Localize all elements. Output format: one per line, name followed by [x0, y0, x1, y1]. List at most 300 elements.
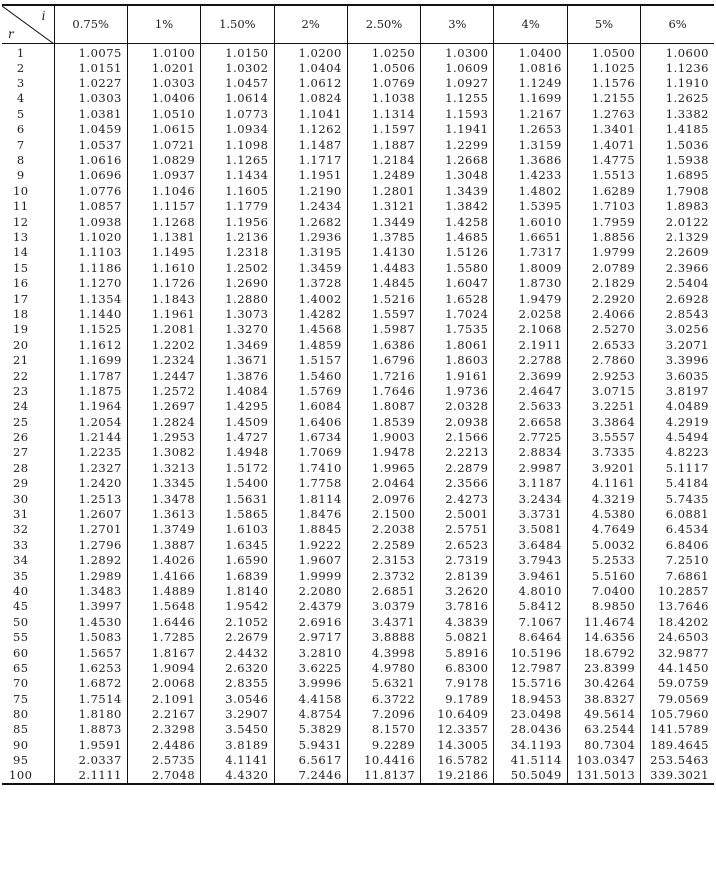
factor-cell: 1.0303: [54, 91, 127, 106]
factor-cell: 1.9591: [54, 738, 127, 753]
period-cell: 18: [12, 306, 29, 321]
factor-cell: 1.5513: [567, 168, 640, 183]
factor-cell: 1.1265: [201, 153, 274, 168]
factor-cell: 1.5597: [347, 307, 420, 322]
factor-cell: 1.3121: [347, 199, 420, 214]
factor-cell: 1.4845: [347, 276, 420, 291]
factor-cell: 6.3722: [347, 692, 420, 707]
factor-cell: 1.2989: [54, 568, 127, 583]
factor-cell: 6.5617: [274, 753, 347, 768]
factor-cell: 1.9999: [274, 568, 347, 583]
factor-cell: 10.6409: [421, 707, 494, 722]
factor-cell: 1.4166: [127, 568, 200, 583]
factor-cell: 1.4233: [494, 168, 567, 183]
factor-cell: 1.3401: [567, 122, 640, 137]
factor-cell: 1.1525: [54, 322, 127, 337]
factor-cell: 1.2434: [274, 199, 347, 214]
factor-cell: 5.0821: [421, 630, 494, 645]
period-cell: 95: [12, 753, 29, 768]
factor-cell: 1.4859: [274, 338, 347, 353]
factor-cell: 49.5614: [567, 707, 640, 722]
factor-cell: 1.4185: [641, 122, 714, 137]
factor-cell: 3.0546: [201, 692, 274, 707]
period-cell: 27: [12, 445, 29, 460]
factor-cell: 1.7317: [494, 245, 567, 260]
factor-cell: 1.2184: [347, 153, 420, 168]
factor-cell: 7.2096: [347, 707, 420, 722]
factor-cell: 1.3728: [274, 276, 347, 291]
period-cell: 31: [12, 507, 29, 522]
period-cell: 20: [12, 337, 29, 352]
factor-cell: 103.0347: [567, 753, 640, 768]
factor-cell: 1.9799: [567, 245, 640, 260]
factor-cell: 1.9161: [421, 368, 494, 383]
period-cell: 21: [12, 353, 29, 368]
factor-cell: 1.1354: [54, 291, 127, 306]
period-cell: 25: [12, 414, 29, 429]
factor-cell: 3.2620: [421, 584, 494, 599]
factor-cell: 5.2533: [567, 553, 640, 568]
factor-cell: 1.0381: [54, 107, 127, 122]
factor-cell: 3.5450: [201, 722, 274, 737]
factor-cell: 1.3686: [494, 153, 567, 168]
factor-cell: 1.3469: [201, 338, 274, 353]
factor-cell: 1.1098: [201, 137, 274, 152]
factor-cell: 3.3731: [494, 507, 567, 522]
period-cell: 26: [12, 430, 29, 445]
factor-cell: 1.0927: [421, 76, 494, 91]
factor-cell: 3.9996: [274, 676, 347, 691]
factor-cell: 1.7410: [274, 461, 347, 476]
table-row: [2, 414, 714, 429]
period-cell: 4: [16, 91, 25, 106]
factor-cell: 1.8539: [347, 414, 420, 429]
factor-cell: 1.0150: [201, 43, 274, 61]
factor-cell: 1.3785: [347, 230, 420, 245]
factor-cell: 2.3966: [641, 261, 714, 276]
period-cell: 60: [12, 645, 29, 660]
factor-cell: 1.1262: [274, 122, 347, 137]
factor-cell: 1.3270: [201, 322, 274, 337]
factor-cell: 1.8009: [494, 261, 567, 276]
period-cell: 40: [12, 583, 29, 598]
factor-cell: 5.3829: [274, 722, 347, 737]
factor-cell: 1.0200: [274, 43, 347, 61]
factor-cell: 2.2788: [494, 353, 567, 368]
factor-cell: 141.5789: [641, 722, 714, 737]
factor-cell: 105.7960: [641, 707, 714, 722]
factor-cell: 1.9965: [347, 461, 420, 476]
factor-cell: 1.1038: [347, 91, 420, 106]
period-cell: 100: [2, 768, 54, 784]
factor-cell: 1.2155: [567, 91, 640, 106]
factor-cell: 1.1605: [201, 184, 274, 199]
factor-cell: 1.6895: [641, 168, 714, 183]
factor-cell: 1.8845: [274, 522, 347, 537]
factor-cell: 1.0201: [127, 61, 200, 76]
factor-cell: 1.8114: [274, 491, 347, 506]
factor-cell: 1.7285: [127, 630, 200, 645]
factor-cell: 1.8180: [54, 707, 127, 722]
factor-cell: 1.2763: [567, 107, 640, 122]
factor-cell: 1.6590: [201, 553, 274, 568]
factor-cell: 1.4026: [127, 553, 200, 568]
factor-cell: 1.1597: [347, 122, 420, 137]
period-cell: 75: [12, 691, 29, 706]
factor-cell: 10.5196: [494, 645, 567, 660]
factor-cell: 5.8916: [421, 645, 494, 660]
factor-cell: 1.8061: [421, 338, 494, 353]
factor-cell: 1.0510: [127, 107, 200, 122]
factor-cell: 2.3153: [347, 553, 420, 568]
factor-cell: 23.0498: [494, 707, 567, 722]
table-row: [2, 214, 714, 229]
factor-cell: 44.1450: [641, 661, 714, 676]
factor-cell: 5.8412: [494, 599, 567, 614]
factor-cell: 1.0400: [494, 43, 567, 61]
factor-cell: 1.3887: [127, 538, 200, 553]
factor-cell: 1.0615: [127, 122, 200, 137]
factor-cell: 1.7069: [274, 445, 347, 460]
table-row: [2, 707, 714, 722]
factor-cell: 131.5013: [567, 768, 640, 784]
factor-cell: 1.0303: [127, 76, 200, 91]
factor-cell: 1.3073: [201, 307, 274, 322]
factor-cell: 18.4202: [641, 615, 714, 630]
factor-cell: 59.0759: [641, 676, 714, 691]
factor-cell: 1.8730: [494, 276, 567, 291]
factor-cell: 1.0769: [347, 76, 420, 91]
table-row: [2, 338, 714, 353]
factor-cell: 4.3839: [421, 615, 494, 630]
period-cell: 7: [16, 137, 25, 152]
factor-cell: 2.3566: [421, 476, 494, 491]
factor-cell: 1.2880: [201, 291, 274, 306]
period-cell: 33: [12, 537, 29, 552]
factor-cell: 1.1887: [347, 137, 420, 152]
factor-cell: 1.2824: [127, 414, 200, 429]
factor-cell: 1.2054: [54, 414, 127, 429]
period-cell: 23: [12, 383, 29, 398]
factor-cell: 1.7646: [347, 384, 420, 399]
factor-cell: 16.5782: [421, 753, 494, 768]
factor-cell: 1.2502: [201, 261, 274, 276]
factor-cell: 1.5126: [421, 245, 494, 260]
factor-cell: 2.2879: [421, 461, 494, 476]
table-row: [2, 538, 714, 553]
factor-cell: 2.8355: [201, 676, 274, 691]
factor-cell: 1.7535: [421, 322, 494, 337]
table-row: [2, 322, 714, 337]
factor-cell: 1.6345: [201, 538, 274, 553]
factor-cell: 2.1829: [567, 276, 640, 291]
factor-cell: 2.0328: [421, 399, 494, 414]
factor-cell: 1.2202: [127, 338, 200, 353]
factor-cell: 2.6533: [567, 338, 640, 353]
factor-cell: 1.6872: [54, 676, 127, 691]
factor-cell: 1.8140: [201, 584, 274, 599]
factor-cell: 1.3842: [421, 199, 494, 214]
rate-header-cell: 2.50%: [347, 5, 420, 43]
factor-cell: 8.9850: [567, 599, 640, 614]
factor-cell: 1.1726: [127, 276, 200, 291]
factor-cell: 2.0938: [421, 414, 494, 429]
factor-cell: 11.4674: [567, 615, 640, 630]
rate-header-cell: 3%: [421, 5, 494, 43]
factor-cell: 1.6289: [567, 184, 640, 199]
table-row: [2, 43, 714, 61]
factor-cell: 1.3449: [347, 214, 420, 229]
factor-cell: 50.5049: [494, 768, 567, 784]
factor-cell: 32.9877: [641, 645, 714, 660]
period-cell: 12: [12, 214, 29, 229]
factor-cell: 5.9431: [274, 738, 347, 753]
period-cell: 2: [16, 60, 25, 75]
period-cell: 45: [12, 599, 29, 614]
factor-cell: 1.0857: [54, 199, 127, 214]
factor-cell: 3.7943: [494, 553, 567, 568]
factor-cell: 1.1381: [127, 230, 200, 245]
table-row: [2, 276, 714, 291]
table-row: [2, 307, 714, 322]
period-cell: 50: [12, 614, 29, 629]
period-cell: 85: [12, 722, 29, 737]
factor-cell: 1.0459: [54, 122, 127, 137]
factor-cell: 4.2919: [641, 414, 714, 429]
factor-cell: 2.5001: [421, 507, 494, 522]
factor-cell: 1.2701: [54, 522, 127, 537]
factor-cell: 2.9253: [567, 368, 640, 383]
table-row: [2, 599, 714, 614]
factor-cell: 2.2167: [127, 707, 200, 722]
factor-cell: 1.1020: [54, 230, 127, 245]
factor-cell: 2.5633: [494, 399, 567, 414]
factor-cell: 3.5081: [494, 522, 567, 537]
factor-cell: 3.6035: [641, 368, 714, 383]
factor-cell: 6.0881: [641, 507, 714, 522]
factor-cell: 1.5395: [494, 199, 567, 214]
factor-cell: 1.2081: [127, 322, 200, 337]
period-cell: 14: [12, 245, 29, 260]
factor-cell: 6.8406: [641, 538, 714, 553]
period-cell: 80: [12, 707, 29, 722]
factor-cell: 3.9201: [567, 461, 640, 476]
factor-cell: 1.0937: [127, 168, 200, 183]
period-axis-label: r: [8, 26, 14, 41]
factor-cell: 3.2434: [494, 491, 567, 506]
factor-cell: 11.8137: [347, 768, 420, 784]
period-cell: 6: [16, 122, 25, 137]
factor-cell: 1.5400: [201, 476, 274, 491]
table-row: [2, 61, 714, 76]
factor-cell: 1.2697: [127, 399, 200, 414]
period-cell: 32: [12, 522, 29, 537]
period-cell: 28: [12, 460, 29, 475]
factor-cell: 3.2251: [567, 399, 640, 414]
factor-cell: 1.1041: [274, 107, 347, 122]
table-row: [2, 430, 714, 445]
table-row: [2, 199, 714, 214]
factor-cell: 2.7860: [567, 353, 640, 368]
factor-cell: 1.5580: [421, 261, 494, 276]
factor-cell: 1.6103: [201, 522, 274, 537]
factor-cell: 1.9479: [494, 291, 567, 306]
factor-cell: 1.6406: [274, 414, 347, 429]
factor-cell: 1.0816: [494, 61, 567, 76]
factor-cell: 1.2625: [641, 91, 714, 106]
factor-cell: 1.1951: [274, 168, 347, 183]
factor-cell: 2.0789: [567, 261, 640, 276]
factor-cell: 3.3864: [567, 414, 640, 429]
table-row: [2, 91, 714, 106]
factor-cell: 6.8300: [421, 661, 494, 676]
factor-cell: 1.3345: [127, 476, 200, 491]
factor-cell: 2.4066: [567, 307, 640, 322]
factor-cell: 2.6320: [201, 661, 274, 676]
table-row: [2, 291, 714, 306]
factor-cell: 1.0506: [347, 61, 420, 76]
factor-cell: 3.5557: [567, 430, 640, 445]
factor-cell: 2.3699: [494, 368, 567, 383]
factor-cell: 63.2544: [567, 722, 640, 737]
factor-cell: 1.5865: [201, 507, 274, 522]
table-row: [2, 445, 714, 460]
factor-cell: 1.3048: [421, 168, 494, 183]
factor-cell: 79.0569: [641, 692, 714, 707]
factor-cell: 1.0600: [641, 43, 714, 61]
period-cell: 55: [12, 630, 29, 645]
factor-cell: 1.8167: [127, 645, 200, 660]
factor-cell: 3.8888: [347, 630, 420, 645]
table-row: [2, 553, 714, 568]
factor-cell: 1.1495: [127, 245, 200, 260]
factor-cell: 1.2796: [54, 538, 127, 553]
factor-cell: 1.5036: [641, 137, 714, 152]
factor-cell: 2.0337: [54, 753, 127, 768]
factor-cell: 1.8983: [641, 199, 714, 214]
factor-cell: 5.6321: [347, 676, 420, 691]
factor-cell: 1.5769: [274, 384, 347, 399]
factor-cell: 1.2682: [274, 214, 347, 229]
rate-header-cell: 5%: [567, 5, 640, 43]
factor-cell: 2.1091: [127, 692, 200, 707]
factor-cell: 1.0500: [567, 43, 640, 61]
factor-cell: 1.0406: [127, 91, 200, 106]
factor-cell: 1.1875: [54, 384, 127, 399]
factor-cell: 2.5404: [641, 276, 714, 291]
factor-cell: 10.4416: [347, 753, 420, 768]
rate-header-cell: 1.50%: [201, 5, 274, 43]
factor-cell: 2.8543: [641, 307, 714, 322]
factor-cell: 1.6084: [274, 399, 347, 414]
factor-cell: 1.4258: [421, 214, 494, 229]
factor-cell: 1.2299: [421, 137, 494, 152]
factor-cell: 339.3021: [641, 768, 714, 784]
factor-cell: 14.6356: [567, 630, 640, 645]
factor-cell: 2.7048: [127, 768, 200, 784]
factor-cell: 1.6839: [201, 568, 274, 583]
period-cell: 15: [12, 260, 29, 275]
table-row: [2, 353, 714, 368]
factor-cell: 1.9222: [274, 538, 347, 553]
factor-cell: 1.1487: [274, 137, 347, 152]
period-cell: 1: [16, 45, 25, 60]
factor-cell: 3.2810: [274, 645, 347, 660]
factor-cell: 4.5494: [641, 430, 714, 445]
factor-cell: 1.6528: [421, 291, 494, 306]
table-row: [2, 261, 714, 276]
table-row: [2, 107, 714, 122]
factor-cell: 1.7216: [347, 368, 420, 383]
table-row: [2, 137, 714, 152]
factor-cell: 1.0829: [127, 153, 200, 168]
factor-cell: 1.5631: [201, 491, 274, 506]
factor-cell: 2.0976: [347, 491, 420, 506]
factor-cell: 1.5172: [201, 461, 274, 476]
factor-cell: 2.3732: [347, 568, 420, 583]
factor-cell: 1.5083: [54, 630, 127, 645]
factor-cell: 1.1157: [127, 199, 200, 214]
factor-cell: 1.4071: [567, 137, 640, 152]
factor-cell: 3.0379: [347, 599, 420, 614]
factor-cell: 1.9607: [274, 553, 347, 568]
factor-cell: 1.1270: [54, 276, 127, 291]
rate-header-cell: 1%: [127, 5, 200, 43]
factor-cell: 1.1964: [54, 399, 127, 414]
factor-cell: 80.7304: [567, 738, 640, 753]
factor-cell: 2.2589: [347, 538, 420, 553]
factor-cell: 1.8856: [567, 230, 640, 245]
factor-cell: 2.2609: [641, 245, 714, 260]
factor-cell: 1.2318: [201, 245, 274, 260]
factor-cell: 2.5735: [127, 753, 200, 768]
factor-cell: 15.5716: [494, 676, 567, 691]
table-row: [2, 753, 714, 768]
factor-cell: 34.1193: [494, 738, 567, 753]
period-cell: 70: [12, 676, 29, 691]
factor-cell: 1.1961: [127, 307, 200, 322]
factor-cell: 1.3082: [127, 445, 200, 460]
factor-cell: 4.1141: [201, 753, 274, 768]
table-row: [2, 568, 714, 583]
factor-cell: 1.1249: [494, 76, 567, 91]
factor-cell: 2.6658: [494, 414, 567, 429]
factor-cell: 1.3213: [127, 461, 200, 476]
table-row: [2, 399, 714, 414]
factor-cell: 1.0537: [54, 137, 127, 152]
factor-cell: 1.0721: [127, 137, 200, 152]
factor-cell: 3.6484: [494, 538, 567, 553]
factor-cell: 1.6010: [494, 214, 567, 229]
factor-cell: 3.9461: [494, 568, 567, 583]
factor-cell: 19.2186: [421, 768, 494, 784]
factor-cell: 2.4432: [201, 645, 274, 660]
factor-cell: 1.0300: [421, 43, 494, 61]
factor-cell: 1.2447: [127, 368, 200, 383]
factor-cell: 1.3195: [274, 245, 347, 260]
period-cell: 35: [12, 568, 29, 583]
factor-cell: 1.2936: [274, 230, 347, 245]
factor-cell: 1.2607: [54, 507, 127, 522]
period-cell: 65: [12, 660, 29, 675]
factor-cell: 9.2289: [347, 738, 420, 753]
factor-cell: 1.2420: [54, 476, 127, 491]
table-row: [2, 230, 714, 245]
factor-cell: 1.7908: [641, 184, 714, 199]
factor-cell: 1.2235: [54, 445, 127, 460]
factor-cell: 1.3749: [127, 522, 200, 537]
period-cell: 8: [16, 153, 25, 168]
